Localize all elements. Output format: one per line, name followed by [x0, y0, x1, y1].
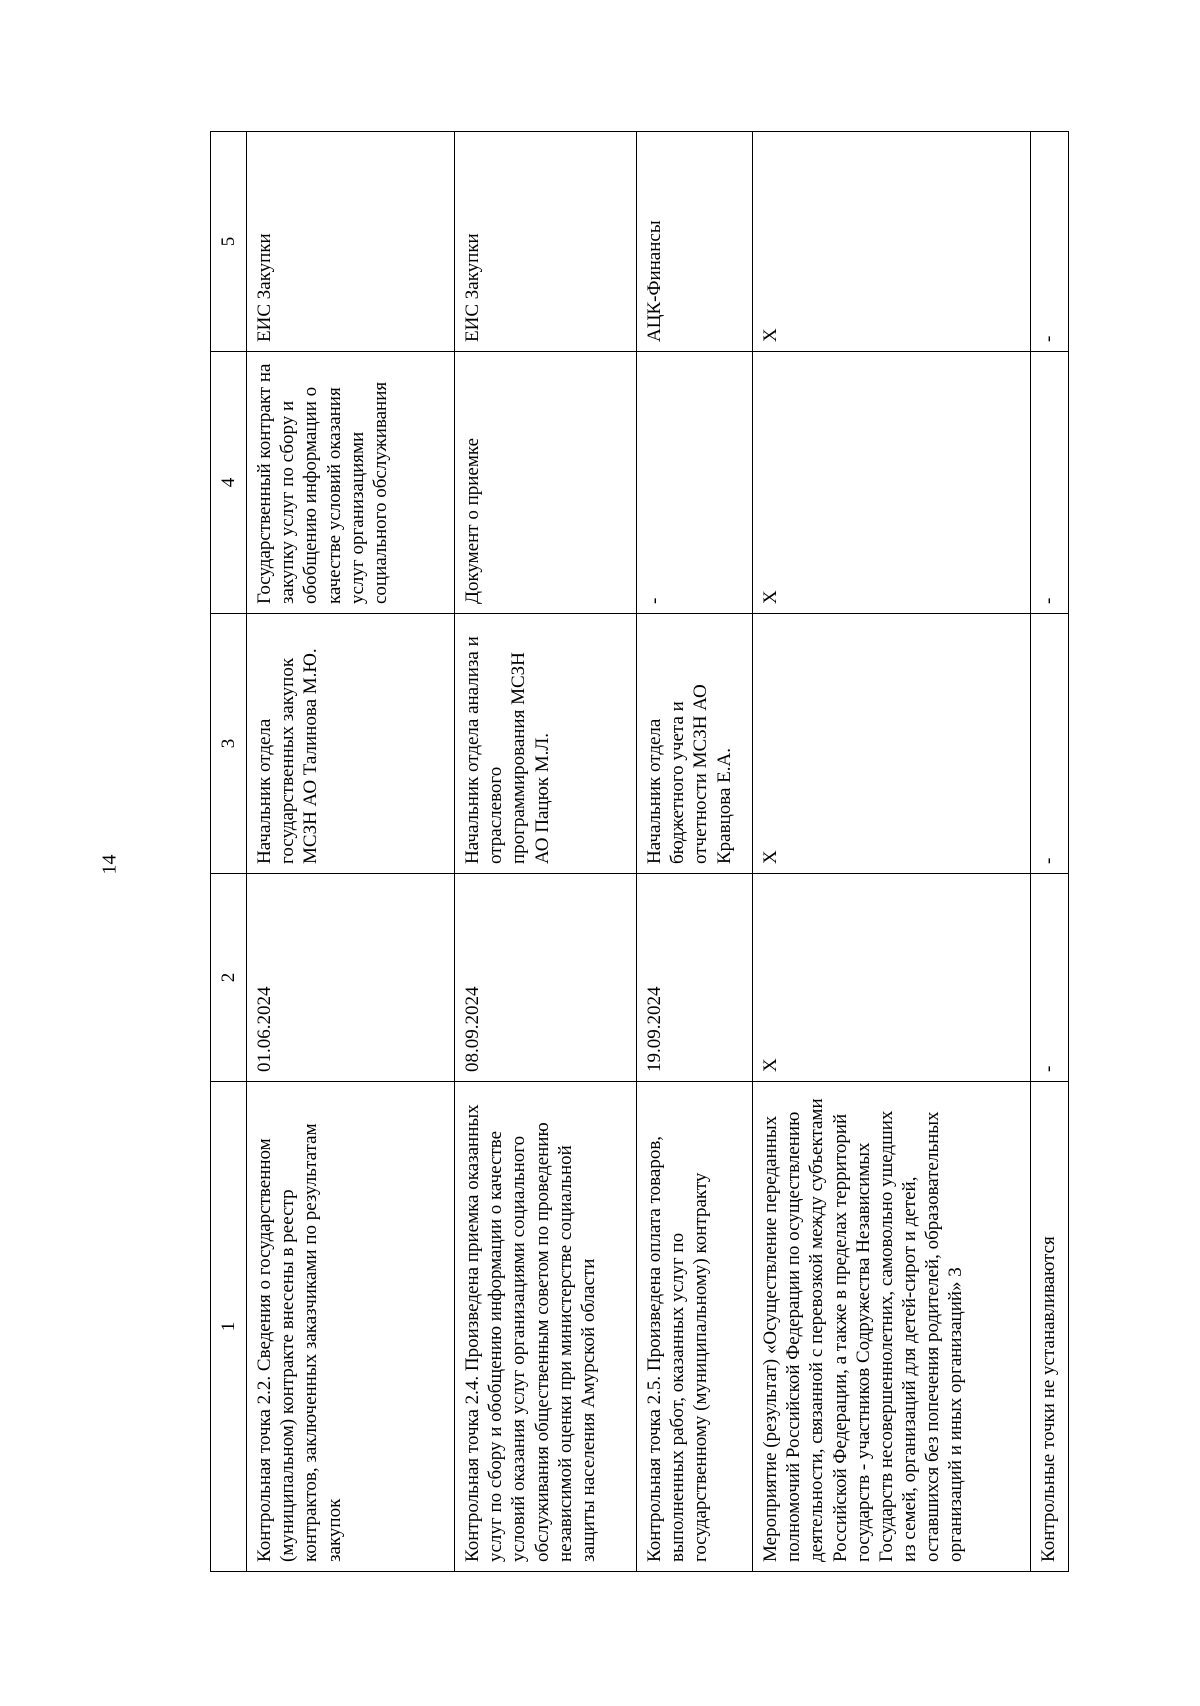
row-3-responsible: Начальник отдела бюджетного учета и отчетности МСЗН АО Кравцова Е.А. — [637, 614, 753, 874]
row-3-system: АЦК-Финансы — [637, 132, 753, 352]
header-cell-4: 4 — [211, 352, 247, 614]
row-2-description: Контрольная точка 2.4. Произведена приемка оказанных услуг по сбору и обобщению информации о качестве условий оказания услуг организациями социального обслуживания общественным советом по проведению независимой оценки при министерстве социальной защиты населения Амурской области — [455, 1082, 637, 1572]
header-cell-2: 2 — [211, 874, 247, 1082]
row-5-date: - — [1031, 874, 1069, 1082]
table-row — [753, 132, 1031, 1572]
row-1-date: 01.06.2024 — [247, 874, 455, 1082]
row-2-responsible: Начальник отдела анализа и отраслевого программирования МСЗН АО Пацюк М.Л. — [455, 614, 637, 874]
row-1-responsible: Начальник отдела государственных закупок МСЗН АО Талинова М.Ю. — [247, 614, 455, 874]
page-number: 14 — [98, 854, 121, 875]
row-2-document: Документ о приемке — [455, 352, 637, 614]
row-4-date: X — [753, 874, 1031, 1082]
table-row — [1031, 132, 1069, 1572]
row-4-document: X — [753, 352, 1031, 614]
row-3-document: - — [637, 352, 753, 614]
row-1-description: Контрольная точка 2.2. Сведения о государственном (муниципальном) контракте внесены в реестр контрактов, заключенных заказчиками по результатам закупок — [247, 1082, 455, 1572]
row-5-description: Контрольные точки не устанавливаются — [1031, 1082, 1069, 1572]
table-row — [247, 132, 455, 1572]
row-4-responsible: X — [753, 614, 1031, 874]
row-5-document: - — [1031, 352, 1069, 614]
row-4-description: Мероприятие (результат) «Осуществление переданных полномочий Российской Федерации по осуществлению деятельности, связанной с перевозкой между субъектами Российской Федерации, а также в пределах территорий государств - участников Содружества Независимых Государств несовершеннолетних, самовольно ушедших из семей, организаций для детей-сирот и детей, оставшихся без попечения родителей, образовательных организаций и иных организаций» 3 — [753, 1082, 1031, 1572]
control-points-table — [210, 131, 1069, 1572]
row-2-system: ЕИС Закупки — [455, 132, 637, 352]
row-4-system: X — [753, 132, 1031, 352]
row-2-date: 08.09.2024 — [455, 874, 637, 1082]
table-row — [455, 132, 637, 1572]
table-header-row — [211, 132, 247, 1572]
rotated-table-container — [210, 132, 1200, 1572]
row-3-description: Контрольная точка 2.5. Произведена оплата товаров, выполненных работ, оказанных услуг по государственному (муниципальному) контракту — [637, 1082, 753, 1572]
header-cell-1: 1 — [211, 1082, 247, 1572]
header-cell-3: 3 — [211, 614, 247, 874]
header-cell-5: 5 — [211, 132, 247, 352]
row-1-document: Государственный контракт на закупку услуг по сбору и обобщению информации о качестве условий оказания услуг организациями социального обслуживания — [247, 352, 455, 614]
row-1-system: ЕИС Закупки — [247, 132, 455, 352]
row-5-system: - — [1031, 132, 1069, 352]
table-row — [637, 132, 753, 1572]
row-3-date: 19.09.2024 — [637, 874, 753, 1082]
row-5-responsible: - — [1031, 614, 1069, 874]
